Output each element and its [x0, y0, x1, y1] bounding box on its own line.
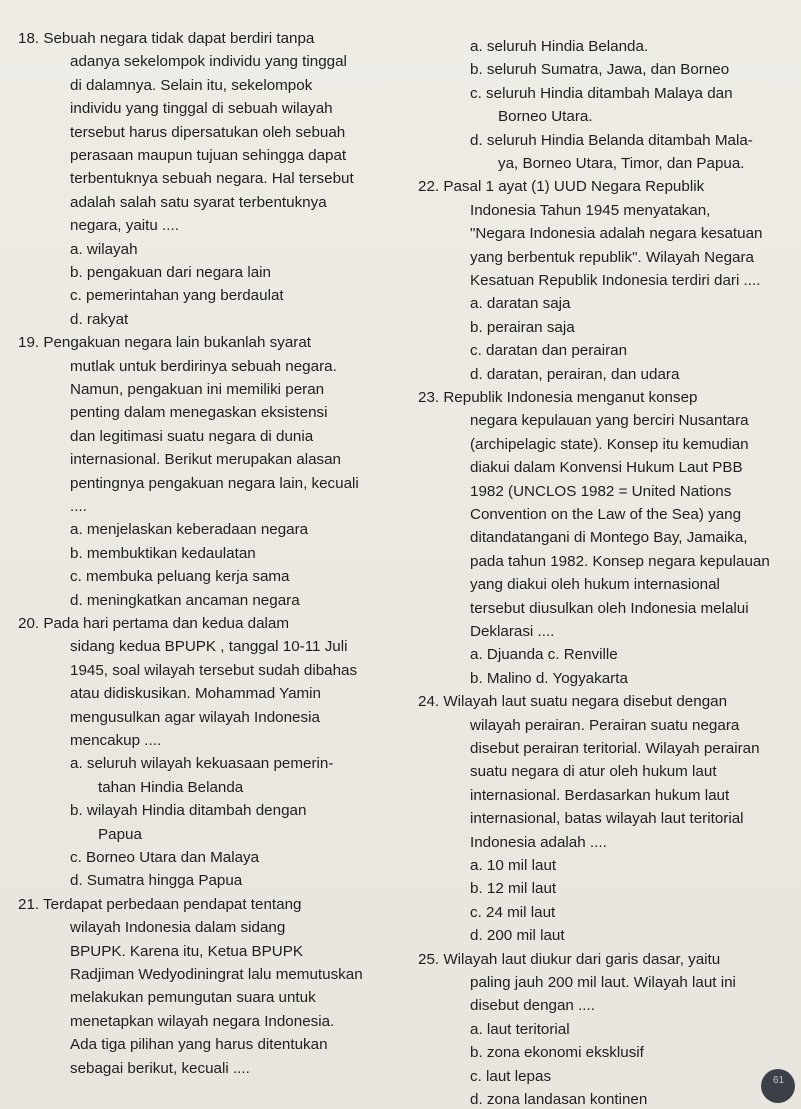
page-number-badge	[761, 1069, 795, 1103]
text-line: diakui dalam Konvensi Hukum Laut PBB	[470, 459, 743, 477]
text-line: paling jauh 200 mil laut. Wilayah laut ini	[470, 974, 736, 991]
text-line: tersebut harus dipersatukan oleh sebuah	[70, 123, 346, 141]
text-line: d. seluruh Hindia Belanda ditambah Mala-	[470, 131, 753, 149]
text-line: yang diakui oleh hukum internasional	[470, 576, 720, 594]
text-line: atau didiskusikan. Mohammad Yamin	[70, 685, 322, 703]
text-line: 19. Pengakuan negara lain bukanlah syarat	[18, 334, 311, 352]
text-line: b. pengakuan dari negara lain	[70, 264, 271, 281]
text-line: a. menjelaskan keberadaan negara	[70, 521, 309, 539]
text-line: d. 200 mil laut	[470, 927, 565, 945]
text-line: Kesatuan Republik Indonesia terdiri dari ....	[470, 272, 761, 289]
text-line: Convention on the Law of the Sea) yang	[470, 506, 742, 523]
text-line: a. wilayah	[70, 240, 138, 258]
text-line: di dalamnya. Selain itu, sekelompok	[70, 76, 313, 94]
text-line: tersebut diusulkan oleh Indonesia melalui	[470, 599, 749, 617]
text-line: disebut perairan teritorial. Wilayah perairan	[470, 740, 760, 757]
text-line: 25. Wilayah laut diukur dari garis dasar, yaitu	[418, 950, 721, 968]
text-line: perasaan maupun tujuan sehingga dapat	[70, 147, 347, 164]
text-line: c. pemerintahan yang berdaulat	[70, 287, 284, 305]
text-line: "Negara Indonesia adalah negara kesatuan	[470, 225, 763, 243]
text-line: BPUPK. Karena itu, Ketua BPUPK	[70, 942, 303, 960]
text-line: a. seluruh Hindia Belanda.	[470, 38, 649, 55]
text-line: wilayah perairan. Perairan suatu negara	[470, 716, 740, 734]
text-line: 1982 (UNCLOS 1982 = United Nations	[470, 482, 732, 500]
text-line: b. perairan saja	[470, 318, 575, 336]
text-line: negara, yaitu ....	[70, 217, 179, 235]
text-line: pentingnya pengakuan negara lain, kecuali	[70, 474, 359, 492]
text-line: pada tahun 1982. Konsep negara kepulauan	[470, 552, 770, 570]
text-line: Radjiman Wedyodiningrat lalu memutuskan	[70, 966, 363, 983]
text-line: b. wilayah Hindia ditambah dengan	[70, 802, 307, 820]
text-line: mutlak untuk berdirinya sebuah negara.	[70, 357, 337, 375]
text-line: 22. Pasal 1 ayat (1) UUD Negara Republik	[418, 178, 705, 196]
text-line: ya, Borneo Utara, Timor, dan Papua.	[498, 155, 745, 172]
page-number: 61	[773, 1075, 785, 1086]
text-line: internasional. Berikut merupakan alasan	[70, 451, 342, 469]
text-line: 1945, soal wilayah tersebut sudah dibahas	[70, 661, 358, 679]
text-line: 18. Sebuah negara tidak dapat berdiri tanpa	[18, 30, 315, 47]
text-line: Papua	[98, 825, 142, 843]
text-line: d. daratan, perairan, dan udara	[470, 365, 680, 383]
text-line: b. seluruh Sumatra, Jawa, dan Borneo	[470, 61, 730, 79]
text-line: d. rakyat	[70, 310, 129, 328]
text-line: c. membuka peluang kerja sama	[70, 568, 290, 586]
text-line: sebagai berikut, kecuali ....	[70, 1059, 250, 1077]
text-line: a. laut teritorial	[470, 1020, 570, 1038]
text-line: Deklarasi ....	[470, 623, 555, 640]
text-line: a. 10 mil laut	[470, 857, 557, 874]
text-line: Ada tiga pilihan yang harus ditentukan	[70, 1036, 328, 1054]
text-line: 23. Republik Indonesia menganut konsep	[418, 389, 698, 406]
text-line: Borneo Utara.	[498, 108, 593, 126]
text-line: tahan Hindia Belanda	[98, 778, 244, 796]
text-line: 21. Terdapat perbedaan pendapat tentang	[18, 895, 302, 913]
text-line: negara kepulauan yang berciri Nusantara	[470, 412, 749, 430]
text-line: (archipelagic state). Konsep itu kemudian	[470, 435, 749, 453]
text-line: sidang kedua BPUPK , tanggal 10-11 Juli	[70, 638, 348, 656]
text-line: ....	[70, 498, 87, 515]
text-line: b. Malino d. Yogyakarta	[470, 669, 628, 687]
text-line: b. membuktikan kedaulatan	[70, 544, 256, 562]
text-line: Indonesia Tahun 1945 menyatakan,	[470, 201, 711, 219]
text-line: c. 24 mil laut	[470, 903, 556, 921]
text-line: c. daratan dan perairan	[470, 342, 628, 360]
text-line: c. laut lepas	[470, 1067, 552, 1085]
text-line: internasional. Berdasarkan hukum laut	[470, 786, 730, 804]
text-line: d. meningkatkan ancaman negara	[70, 591, 300, 609]
text-line: b. 12 mil laut	[470, 880, 557, 898]
text-line: wilayah Indonesia dalam sidang	[70, 919, 286, 937]
text-line: b. zona ekonomi eksklusif	[470, 1044, 644, 1062]
text-line: a. seluruh wilayah kekuasaan pemerin-	[70, 755, 334, 773]
text-line: menetapkan wilayah negara Indonesia.	[70, 1012, 335, 1030]
text-line: internasional, batas wilayah laut teritorial	[470, 810, 744, 828]
text-line: mencakup ....	[70, 732, 162, 749]
text-line: 24. Wilayah laut suatu negara disebut dengan	[418, 693, 728, 711]
text-line: disebut dengan ....	[470, 997, 595, 1015]
text-line: yang berbentuk republik". Wilayah Negara	[470, 248, 754, 266]
text-line: 20. Pada hari pertama dan kedua dalam	[18, 615, 290, 632]
text-line: dan legitimasi suatu negara di dunia	[70, 427, 314, 445]
text-line: a. Djuanda c. Renville	[470, 646, 618, 664]
text-line: suatu negara di atur oleh hukum laut	[470, 763, 717, 781]
text-line: c. Borneo Utara dan Malaya	[70, 849, 260, 866]
text-line: d. zona landasan kontinen	[470, 1091, 648, 1108]
text-line: d. Sumatra hingga Papua	[70, 872, 243, 890]
text-line: adanya sekelompok individu yang tinggal	[70, 53, 347, 71]
text-line: mengusulkan agar wilayah Indonesia	[70, 708, 320, 726]
text-line: ditandatangani di Montego Bay, Jamaika,	[470, 529, 748, 547]
text-line: a. daratan saja	[470, 295, 571, 313]
text-line: Namun, pengakuan ini memiliki peran	[70, 381, 325, 398]
text-line: terbentuknya sebuah negara. Hal tersebut	[70, 170, 354, 188]
text-line: melakukan pemungutan suara untuk	[70, 989, 316, 1007]
text-line: Indonesia adalah ....	[470, 833, 607, 851]
text-line: c. seluruh Hindia ditambah Malaya dan	[470, 84, 733, 102]
text-line: penting dalam menegaskan eksistensi	[70, 404, 328, 422]
text-line: adalah salah satu syarat terbentuknya	[70, 193, 327, 211]
text-line: individu yang tinggal di sebuah wilayah	[70, 100, 333, 118]
